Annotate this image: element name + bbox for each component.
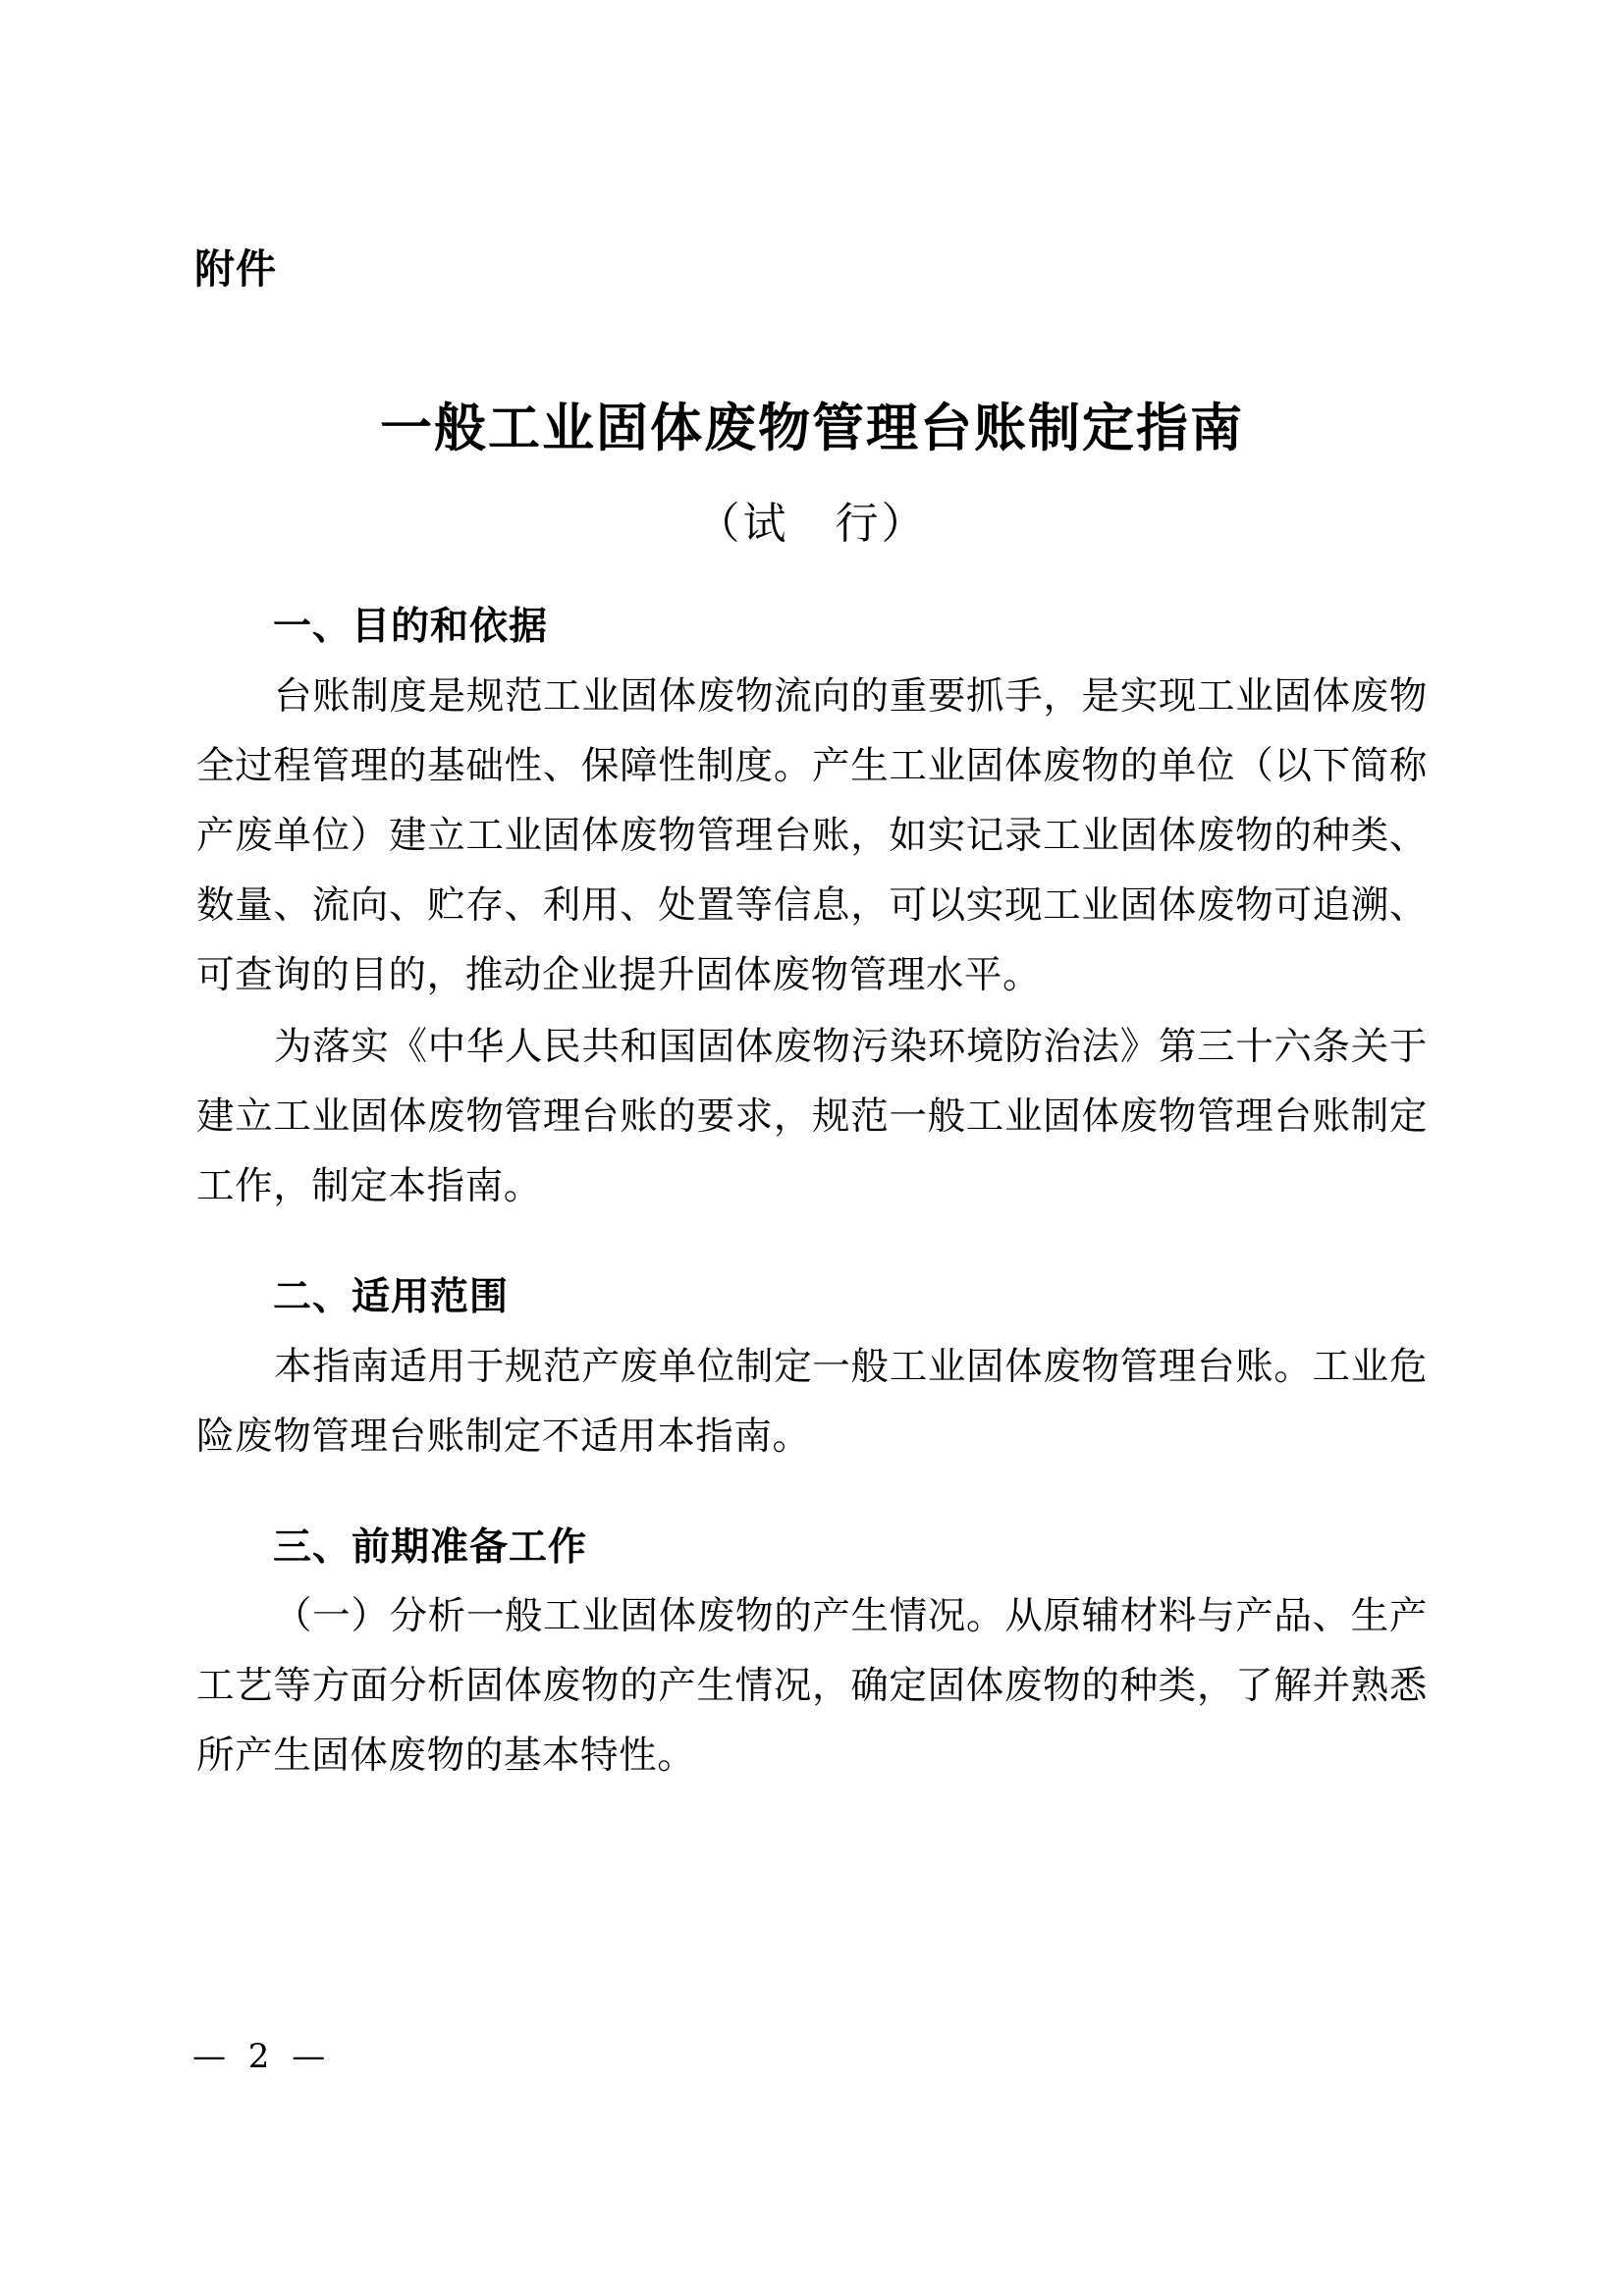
section-heading-two: 二、适用范围 xyxy=(273,1274,510,1319)
section-two-paragraph-1: 本指南适用于规范产废单位制定一般工业固体废物管理台账。工业危险废物管理台账制定不适用本指南。 xyxy=(196,1344,1428,1459)
document-subtitle: （试 行） xyxy=(696,499,928,550)
page-footer xyxy=(0,2037,1624,2076)
section-one-paragraph-1: 台账制度是规范工业固体废物流向的重要抓手，是实现工业固体废物全过程管理的基础性、保障性制度。产生工业固体废物的单位（以下简称产废单位）建立工业固体废物管理台账，如实记录工业固体废物的种类、数量、流向、贮存、利用、处置等信息，可以实现工业固体废物可追溯、可查询的目的，推动企业提升固体废物管理水平。 xyxy=(196,673,1428,997)
section-three-paragraph-1: （一）分析一般工业固体废物的产生情况。从原辅材料与产品、生产工艺等方面分析固体废物的产生情况，确定固体废物的种类，了解并熟悉所产生固体废物的基本特性。 xyxy=(196,1594,1428,1779)
section-one-paragraph-2: 为落实《中华人民共和国固体废物污染环境防治法》第三十六条关于建立工业固体废物管理台账的要求，规范一般工业固体废物管理台账制定工作，制定本指南。 xyxy=(196,1024,1428,1208)
page-title: 一般工业固体废物管理台账制定指南 xyxy=(380,399,1244,459)
section-heading-one: 一、目的和依据 xyxy=(273,605,549,650)
page-number: — 2 — xyxy=(192,2037,332,2076)
attachment-label: 附件 xyxy=(194,245,277,293)
section-heading-three: 三、前期准备工作 xyxy=(273,1524,588,1570)
